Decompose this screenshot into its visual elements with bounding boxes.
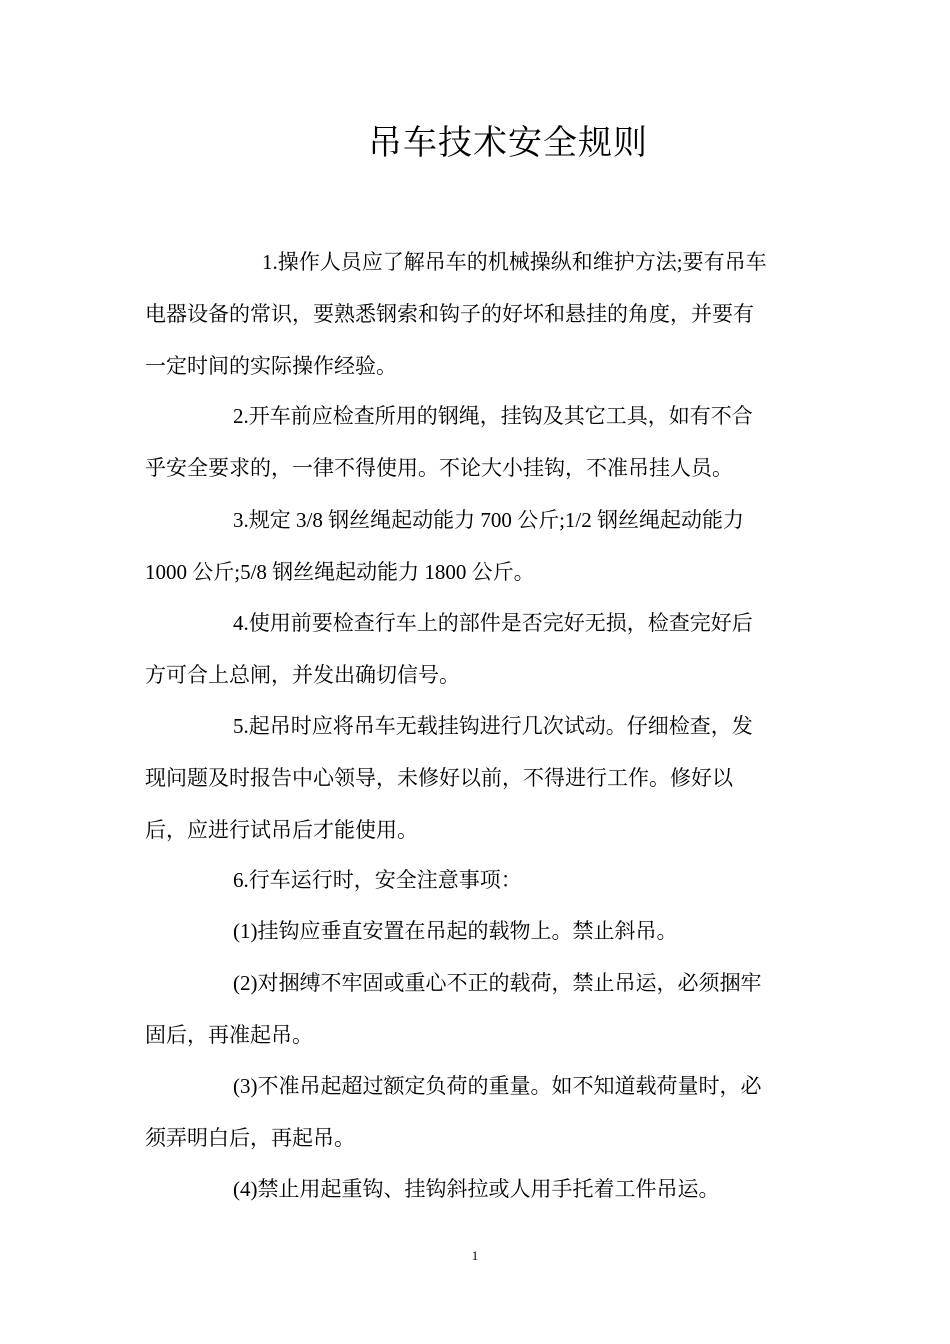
paragraph-line: (1)挂钩应垂直安置在吊起的载物上。禁止斜吊。 (233, 919, 678, 943)
paragraph-line: 3.规定 3/8 钢丝绳起动能力 700 公斤;1/2 钢丝绳起动能力 (233, 508, 745, 532)
page-number: 1 (471, 1248, 479, 1263)
paragraph-9 (145, 1060, 805, 1164)
paragraph-line: 须弄明白后，再起吊。 (145, 1126, 355, 1150)
paragraph-10 (145, 1163, 805, 1215)
document-title: 吊车技术安全规则 (368, 125, 648, 162)
paragraph-line: 一定时间的实际操作经验。 (145, 354, 397, 378)
paragraph-line: (3)不准吊起超过额定负荷的重量。如不知道载荷量时，必 (233, 1074, 762, 1098)
paragraph-2 (145, 390, 805, 494)
paragraph-4 (145, 597, 805, 701)
paragraph-3 (145, 494, 805, 598)
paragraph-line: (2)对捆缚不牢固或重心不正的载荷，禁止吊运，必须捆牢 (233, 971, 762, 995)
paragraph-8 (145, 957, 805, 1061)
paragraph-line: 2.开车前应检查所用的钢绳，挂钩及其它工具，如有不合 (233, 404, 753, 428)
paragraph-line: 现问题及时报告中心领导，未修好以前，不得进行工作。修好以 (145, 766, 733, 790)
paragraph-5 (145, 700, 805, 856)
paragraph-line: 1000 公斤;5/8 钢丝绳起动能力 1800 公斤。 (145, 560, 535, 584)
paragraph-line: 5.起吊时应将吊车无载挂钩进行几次试动。仔细检查，发 (233, 714, 753, 738)
paragraph-line: 乎安全要求的，一律不得使用。不论大小挂钩，不准吊挂人员。 (145, 456, 733, 480)
paragraph-line: 固后，再准起吊。 (145, 1023, 313, 1047)
paragraph-1 (145, 236, 805, 392)
paragraph-line: (4)禁止用起重钩、挂钩斜拉或人用手托着工件吊运。 (233, 1177, 720, 1201)
paragraph-6 (145, 854, 805, 906)
paragraph-line: 6.行车运行时，安全注意事项： (233, 868, 522, 892)
paragraph-line: 1.操作人员应了解吊车的机械操纵和维护方法;要有吊车 (262, 250, 767, 274)
paragraph-line: 电器设备的常识，要熟悉钢索和钩子的好坏和悬挂的角度，并要有 (145, 302, 754, 326)
paragraph-line: 方可合上总闸，并发出确切信号。 (145, 663, 460, 687)
paragraph-7 (145, 905, 805, 957)
paragraph-line: 4.使用前要检查行车上的部件是否完好无损，检查完好后 (233, 611, 753, 635)
paragraph-line: 后，应进行试吊后才能使用。 (145, 818, 418, 842)
